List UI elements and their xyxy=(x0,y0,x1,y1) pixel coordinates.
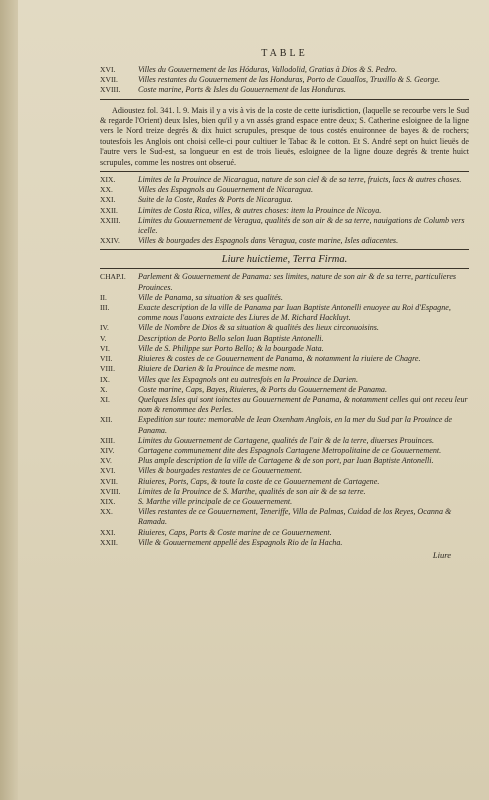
entry-text: Villes restantes de ce Gouuernement, Teneriffe, Villa de Palmas, Cuidad de los Reyes, Ocanna & Ramada. xyxy=(138,507,452,527)
toc-entry xyxy=(100,507,469,527)
entries-group-3 xyxy=(100,272,469,547)
toc-entry xyxy=(100,216,469,236)
book-title: Liure huictieme, Terra Firma. xyxy=(221,254,348,266)
entry-number: XX. xyxy=(100,507,113,517)
entries-group-2 xyxy=(100,175,469,246)
toc-entry xyxy=(100,436,469,446)
entry-number: IX. xyxy=(100,374,110,384)
toc-entry xyxy=(100,85,469,95)
divider xyxy=(100,171,469,172)
entry-number: XIX. xyxy=(100,496,116,506)
entry-number: XXI. xyxy=(100,527,116,537)
page-header: TABLE xyxy=(261,48,308,59)
toc-entry xyxy=(100,364,469,374)
entry-number: X. xyxy=(100,384,108,394)
toc-entry xyxy=(100,206,469,216)
toc-entry xyxy=(100,75,469,85)
divider xyxy=(100,268,469,269)
entry-text: S. Marthe ville principale de ce Gouuernement. xyxy=(138,496,293,506)
entry-number: XV. xyxy=(100,456,112,466)
entry-number: IV. xyxy=(100,323,109,333)
entry-number: XII. xyxy=(100,415,113,425)
catchword: Liure xyxy=(432,549,451,560)
toc-entry xyxy=(100,375,469,385)
toc-entry xyxy=(100,293,469,303)
binding-gutter xyxy=(0,0,18,800)
entry-text: Villes & bourgades des Espagnols dans Veragua, coste marine, Isles adiacentes. xyxy=(138,236,399,246)
entry-number: XIX. xyxy=(100,175,116,185)
entry-number: VIII. xyxy=(100,364,115,374)
entry-number: III. xyxy=(100,303,110,313)
entry-text: Description de Porto Bello selon Iuan Baptiste Antonelli. xyxy=(138,333,324,343)
addendum-paragraph: Adioustez fol. 341. l. 9. Mais il y a vis à vis de la coste de cette iurisdiction, (laquelle se recourbe vers le Sud & regarde l'Orient) deux Isles, bien qu'il y a vn assés grand espace entre deux; S. Catherine esloignee de la ligne vers le Nord treize degrés & dix huict scrupules, presque de tous costés enuironnee de bayes & de rochers; toutesfois les Anglois ont choisi celle-ci pour cultiuer le Tabac & le cotton. Et S. André sept on huict lieuës de l'autre vers le Sud-est, sa longueur en est de trois lieuës, esloignee de la ligne douze degrés & trente huict scrupules, comme les nostres ont obserué. xyxy=(100,105,469,167)
entry-text: Limites de Costa Rica, villes, & autres choses: item la Prouince de Nicoya. xyxy=(138,205,382,215)
entry-text: Riuieres & costes de ce Gouuernement de Panama, & notamment la riuiere de Chagre. xyxy=(138,354,421,364)
entries-group-1 xyxy=(100,65,469,96)
entry-number: XXII. xyxy=(100,205,118,215)
entry-text: Quelques Isles qui sont ioinctes au Gouuernement de Panama, & notamment celles qui ont receu leur nom & renommee des Perles. xyxy=(138,394,468,415)
toc-entry xyxy=(100,334,469,344)
entry-text: Parlement & Gouuernement de Panama: ses limites, nature de son air & de sa terre, particulieres Prouinces. xyxy=(138,272,457,292)
entry-number: XIV. xyxy=(100,445,115,455)
entry-text: Riuiere de Darien & la Prouince de mesme nom. xyxy=(138,364,296,374)
toc-entry xyxy=(100,344,469,354)
toc-entry xyxy=(100,456,469,466)
toc-entry xyxy=(100,497,469,507)
toc-entry xyxy=(100,323,469,333)
toc-entry xyxy=(100,395,469,415)
divider xyxy=(100,249,469,250)
entry-number: XVIII. xyxy=(100,85,121,95)
entry-text: Exacte description de la ville de Panama par Iuan Baptiste Antonelli enuoyee au Roi d'Espagne, comme nous l'auons extraicte des Liures de M. Richard Hackluyt. xyxy=(138,303,451,323)
entry-text: Villes du Gouuernement de las Hóduras, Vallodolid, Gratias à Dios & S. Pedro. xyxy=(138,65,397,74)
entry-number: XI. xyxy=(100,394,110,404)
toc-entry xyxy=(100,303,469,323)
toc-entry xyxy=(100,466,469,476)
entry-text: Limites de la Prouince de Nicaragua, nature de son ciel & de sa terre, fruicts, lacs & autres choses. xyxy=(138,175,462,185)
entry-text: Coste marine, Caps, Bayes, Riuieres, & Ports du Gouuernement de Panama. xyxy=(138,384,388,394)
entry-text: Ville de S. Philippe sur Porto Bello; & la bourgade Nata. xyxy=(138,343,324,353)
entry-number: V. xyxy=(100,333,107,343)
entry-text: Villes & bourgades restantes de ce Gouuernement. xyxy=(138,466,303,476)
entry-number: XXIII. xyxy=(100,215,121,225)
entry-number: XIII. xyxy=(100,435,115,445)
entry-number: VII. xyxy=(100,354,113,364)
toc-entry xyxy=(100,415,469,435)
entry-text: Ville de Panama, sa situation & ses qualités. xyxy=(138,292,283,302)
toc-entry xyxy=(100,65,469,75)
toc-entry xyxy=(100,175,469,185)
entry-text: Villes des Espagnols au Gouuernement de Nicaragua. xyxy=(138,185,313,195)
entry-number: VI. xyxy=(100,343,110,353)
entry-text: Villes que les Espagnols ont eu autresfois en la Prouince de Darien. xyxy=(138,374,358,384)
entry-text: Coste marine, Ports & Isles du Gouuernement de las Honduras. xyxy=(138,85,346,95)
entry-text: Limites de la Prouince de S. Marthe, qualités de son air & de sa terre. xyxy=(138,486,366,496)
entry-number: II. xyxy=(100,292,107,302)
toc-entry xyxy=(100,487,469,497)
toc-entry xyxy=(100,272,469,292)
entry-number: XXIV. xyxy=(100,236,120,246)
entry-number: XVIII. xyxy=(100,486,121,496)
toc-entry xyxy=(100,354,469,364)
entry-text: Limites du Gouuernement de Veragua, qualités de son air & de sa terre, nauigations de Columb vers icelle. xyxy=(138,215,465,236)
entry-number: XXI. xyxy=(100,195,116,205)
entry-number: XXII. xyxy=(100,537,118,547)
entry-text: Ville & Gouuernement appellé des Espagnols Rio de la Hacha. xyxy=(138,537,343,547)
entry-text: Ville de Nombre de Dios & sa situation & qualités des lieux circonuoisins. xyxy=(138,323,379,333)
toc-entry xyxy=(100,185,469,195)
toc-entry xyxy=(100,538,469,548)
entry-text: Cartagene communement dite des Espagnols Cartagene Metropolitaine de ce Gouuernement. xyxy=(138,445,442,455)
toc-entry xyxy=(100,385,469,395)
entry-text: Riuieres, Caps, Ports & Coste marine de ce Gouuernement. xyxy=(138,527,332,537)
toc-entry xyxy=(100,528,469,538)
toc-entry xyxy=(100,195,469,205)
entry-number: XVII. xyxy=(100,476,118,486)
entry-text: Suite de la Coste, Rades & Ports de Nicaragua. xyxy=(138,195,293,205)
entry-number: XVI. xyxy=(100,466,116,476)
entry-number: CHAP.I. xyxy=(100,272,126,282)
entry-text: Limites du Gouuernement de Cartagene, qualités de l'air & de la terre, diuerses Prouinces. xyxy=(138,435,435,445)
toc-entry xyxy=(100,236,469,246)
entry-text: Expedition sur toute: memorable de Iean Oxenham Anglois, en la mer du Sud par la Prouince de Panama. xyxy=(138,415,453,435)
entry-text: Plus ample description de la ville de Cartagene & de son port, par Iuan Baptiste Antonelli. xyxy=(138,456,434,466)
entry-text: Villes restantes du Gouuernement de las Honduras, Porto de Cauallos, Truxillo & S. George. xyxy=(138,75,441,85)
toc-entry xyxy=(100,446,469,456)
entry-text: Riuieres, Ports, Caps, & toute la coste de ce Gouuernement de Cartagene. xyxy=(138,476,380,486)
divider xyxy=(100,99,469,100)
toc-entry xyxy=(100,477,469,487)
entry-number: XVI. xyxy=(100,65,116,74)
entry-number: XX. xyxy=(100,185,113,195)
entry-number: XVII. xyxy=(100,75,118,85)
